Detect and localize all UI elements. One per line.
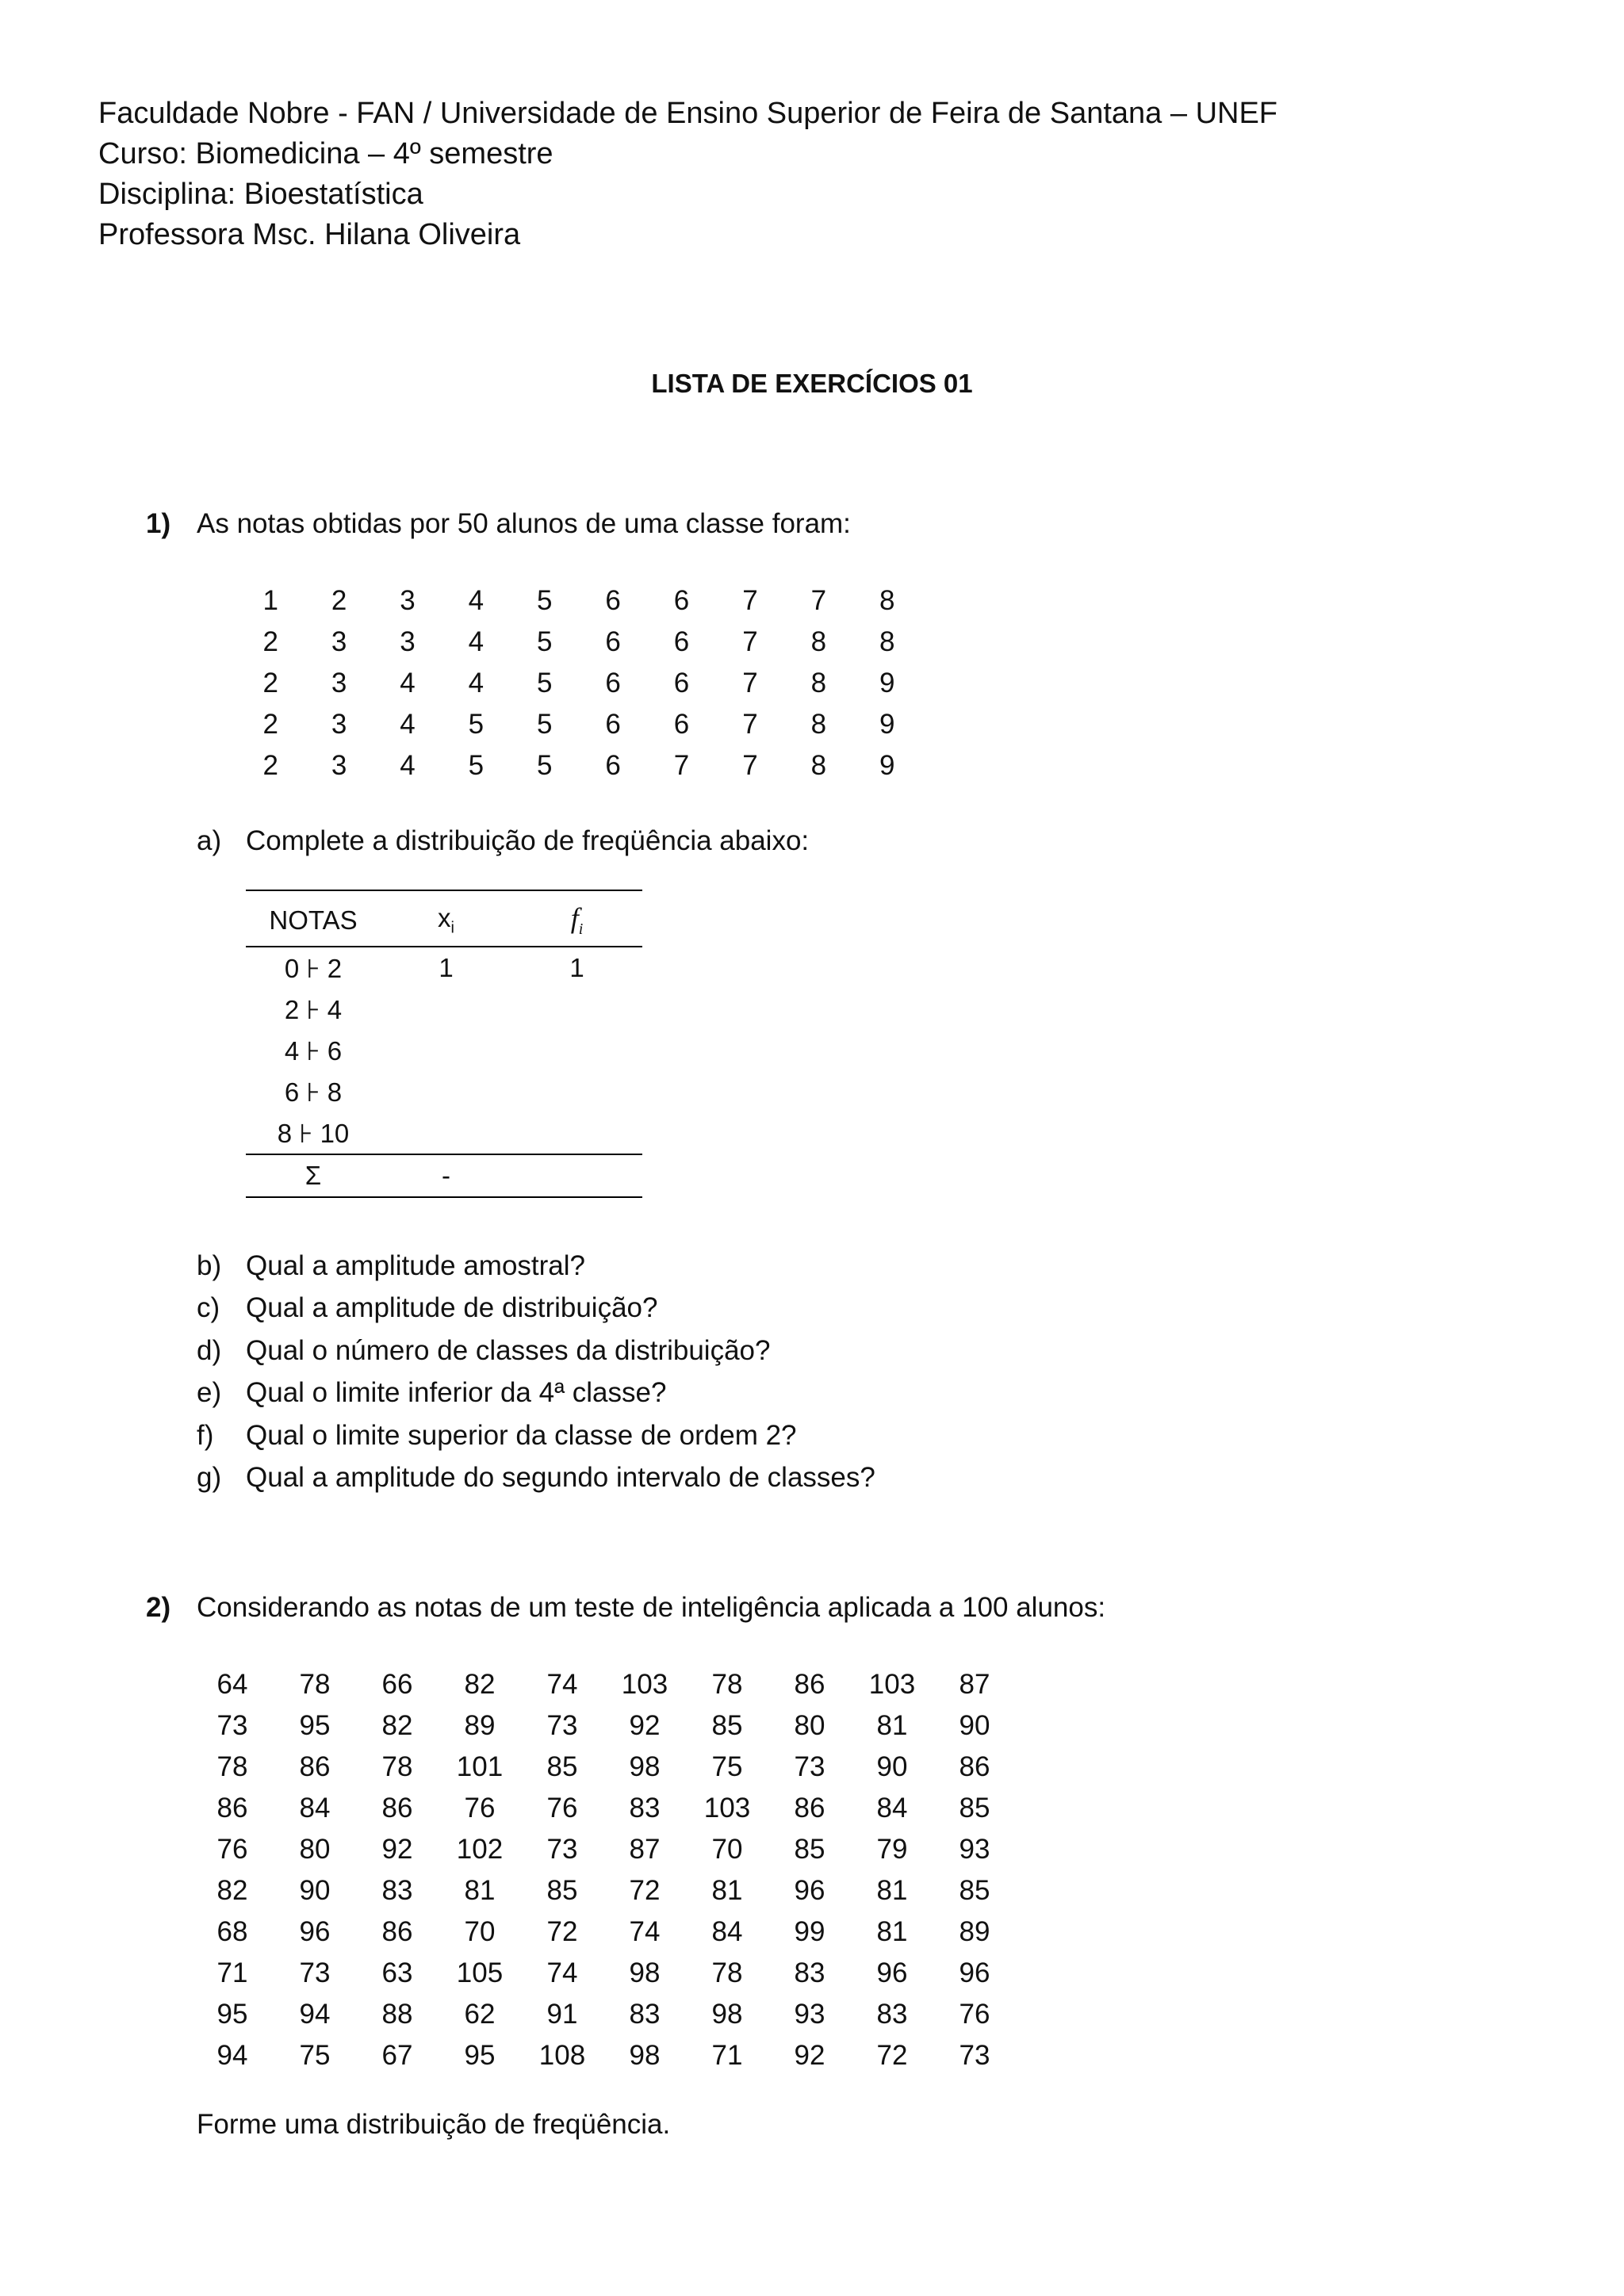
- grid-cell: 85: [546, 1875, 578, 1906]
- grid-cell: 91: [546, 1999, 578, 2030]
- question-2-instruction: Forme uma distribuição de freqüência.: [197, 2109, 671, 2140]
- header-discipline: Disciplina: Bioestatística: [98, 178, 423, 211]
- grid-cell: 85: [711, 1710, 743, 1741]
- grid-cell: 6: [673, 709, 690, 740]
- grid-cell: 103: [621, 1669, 668, 1700]
- grid-cell: 72: [629, 1875, 661, 1906]
- question-1a-text: Complete a distribuição de freqüência abaixo:: [246, 825, 810, 856]
- grid-cell: 2: [262, 626, 278, 657]
- grid-cell: 86: [381, 1793, 413, 1823]
- grid-cell: 63: [381, 1957, 413, 1988]
- grid-cell: 94: [216, 2040, 248, 2071]
- grid-cell: 84: [711, 1916, 743, 1947]
- grid-cell: 96: [959, 1957, 990, 1988]
- grid-row: [191, 1994, 1016, 2035]
- grid-cell: 72: [876, 2040, 908, 2071]
- grid-cell: 95: [216, 1999, 248, 2030]
- grid-row: [191, 1953, 1016, 1994]
- grid-cell: 96: [299, 1916, 331, 1947]
- grid-cell: 71: [711, 2040, 743, 2071]
- grid-cell: 8: [810, 668, 827, 698]
- grid-cell: 85: [959, 1793, 990, 1823]
- question-1-text: As notas obtidas por 50 alunos de uma classe foram:: [197, 508, 851, 539]
- table-row: [246, 1030, 642, 1071]
- grid-cell: 90: [299, 1875, 331, 1906]
- grid-cell: 70: [464, 1916, 496, 1947]
- question-2-data-grid: [191, 1664, 1016, 2076]
- grid-cell: 76: [216, 1834, 248, 1865]
- subquestion-label: b): [197, 1250, 222, 1281]
- grid-cell: 94: [299, 1999, 331, 2030]
- grid-cell: 7: [742, 750, 758, 781]
- col-header-fi-symbol: f: [570, 901, 579, 934]
- class-interval: 4 ⊦ 6: [284, 1035, 343, 1066]
- table-bottom-rule: [246, 1196, 642, 1198]
- grid-cell: 105: [456, 1957, 504, 1988]
- grid-cell: 76: [546, 1793, 578, 1823]
- subquestion-text: Qual o número de classes da distribuição?: [246, 1334, 771, 1366]
- subquestion-text: Qual o limite superior da classe de ordem 2?: [246, 1419, 797, 1451]
- grid-cell: 92: [794, 2040, 825, 2071]
- grid-cell: 4: [468, 668, 485, 698]
- grid-cell: 83: [629, 1999, 661, 2030]
- grid-cell: 74: [546, 1957, 578, 1988]
- grid-cell: 98: [629, 1957, 661, 1988]
- grid-cell: 4: [468, 585, 485, 616]
- question-2-number: 2): [146, 1592, 171, 1623]
- subquestion: [197, 1335, 770, 1367]
- grid-cell: 4: [400, 709, 416, 740]
- grid-cell: 3: [331, 709, 347, 740]
- grid-cell: 78: [299, 1669, 331, 1700]
- grid-cell: 83: [629, 1793, 661, 1823]
- grid-cell: 64: [216, 1669, 248, 1700]
- grid-cell: 81: [711, 1875, 743, 1906]
- question-1-number: 1): [146, 508, 171, 539]
- grid-cell: 89: [464, 1710, 496, 1741]
- page-title: LISTA DE EXERCÍCIOS 01: [651, 369, 973, 398]
- class-interval: 2 ⊦ 4: [284, 994, 343, 1024]
- class-interval: 6 ⊦ 8: [284, 1077, 343, 1107]
- grid-cell: 101: [456, 1751, 504, 1782]
- grid-cell: 85: [959, 1875, 990, 1906]
- grid-cell: 83: [876, 1999, 908, 2030]
- table-row: [246, 989, 642, 1030]
- grid-cell: 78: [711, 1669, 743, 1700]
- grid-cell: 73: [216, 1710, 248, 1741]
- subquestion-text: Qual a amplitude de distribuição?: [246, 1292, 658, 1324]
- midpoint-xi: 1: [439, 953, 454, 982]
- grid-cell: 90: [876, 1751, 908, 1782]
- grid-cell: 73: [794, 1751, 825, 1782]
- grid-cell: 73: [546, 1710, 578, 1741]
- grid-cell: 74: [546, 1669, 578, 1700]
- subquestion: [197, 1462, 875, 1494]
- question-1a: [197, 825, 809, 857]
- grid-row: [191, 1747, 1016, 1788]
- grid-cell: 98: [629, 1751, 661, 1782]
- col-header-xi-symbol: x: [438, 902, 451, 932]
- grid-cell: 86: [794, 1669, 825, 1700]
- grid-cell: 3: [331, 668, 347, 698]
- grid-cell: 85: [794, 1834, 825, 1865]
- grid-cell: 8: [810, 750, 827, 781]
- question-1a-label: a): [197, 825, 222, 856]
- grid-row: [236, 580, 921, 622]
- grid-cell: 3: [400, 626, 416, 657]
- col-header-xi-sub: i: [450, 919, 454, 937]
- table-row: [246, 1071, 642, 1112]
- grid-cell: 3: [331, 750, 347, 781]
- grid-cell: 74: [629, 1916, 661, 1947]
- grid-cell: 78: [381, 1751, 413, 1782]
- grid-cell: 93: [959, 1834, 990, 1865]
- grid-cell: 86: [794, 1793, 825, 1823]
- grid-cell: 86: [299, 1751, 331, 1782]
- grid-cell: 9: [879, 709, 895, 740]
- grid-cell: 96: [876, 1957, 908, 1988]
- grid-cell: 88: [381, 1999, 413, 2030]
- grid-cell: 5: [468, 750, 485, 781]
- grid-cell: 79: [876, 1834, 908, 1865]
- grid-row: [191, 1829, 1016, 1870]
- grid-cell: 2: [331, 585, 347, 616]
- grid-cell: 8: [879, 626, 895, 657]
- grid-cell: 82: [464, 1669, 496, 1700]
- grid-cell: 5: [468, 709, 485, 740]
- grid-row: [191, 1870, 1016, 1911]
- grid-cell: 82: [216, 1875, 248, 1906]
- grid-cell: 90: [959, 1710, 990, 1741]
- grid-row: [236, 622, 921, 663]
- grid-cell: 80: [299, 1834, 331, 1865]
- grid-cell: 95: [299, 1710, 331, 1741]
- frequency-table: [246, 890, 642, 1198]
- grid-cell: 67: [381, 2040, 413, 2071]
- grid-cell: 99: [794, 1916, 825, 1947]
- grid-cell: 92: [629, 1710, 661, 1741]
- grid-cell: 81: [876, 1710, 908, 1741]
- subquestion: [197, 1420, 797, 1452]
- table-row: [246, 1112, 642, 1154]
- grid-cell: 8: [879, 585, 895, 616]
- grid-cell: 2: [262, 750, 278, 781]
- grid-cell: 6: [673, 585, 690, 616]
- grid-row: [191, 1911, 1016, 1953]
- grid-cell: 7: [742, 585, 758, 616]
- grid-cell: 108: [538, 2040, 586, 2071]
- grid-cell: 86: [381, 1916, 413, 1947]
- grid-cell: 6: [605, 750, 621, 781]
- grid-cell: 6: [605, 626, 621, 657]
- subquestion-label: d): [197, 1334, 222, 1366]
- grid-cell: 103: [868, 1669, 916, 1700]
- grid-cell: 72: [546, 1916, 578, 1947]
- grid-cell: 96: [794, 1875, 825, 1906]
- grid-cell: 7: [673, 750, 690, 781]
- grid-cell: 9: [879, 668, 895, 698]
- grid-cell: 6: [673, 626, 690, 657]
- sum-xi: -: [442, 1161, 450, 1190]
- grid-cell: 68: [216, 1916, 248, 1947]
- grid-cell: 76: [464, 1793, 496, 1823]
- grid-cell: 66: [381, 1669, 413, 1700]
- grid-cell: 6: [605, 668, 621, 698]
- grid-cell: 7: [742, 626, 758, 657]
- grid-cell: 78: [711, 1957, 743, 1988]
- grid-row: [191, 2035, 1016, 2076]
- grid-cell: 3: [331, 626, 347, 657]
- subquestion-text: Qual a amplitude amostral?: [246, 1250, 585, 1281]
- grid-cell: 4: [400, 750, 416, 781]
- subquestion-text: Qual a amplitude do segundo intervalo de classes?: [246, 1462, 875, 1493]
- grid-cell: 103: [703, 1793, 751, 1823]
- grid-cell: 84: [876, 1793, 908, 1823]
- grid-cell: 2: [262, 668, 278, 698]
- subquestion: [197, 1292, 657, 1324]
- header-institution: Faculdade Nobre - FAN / Universidade de Ensino Superior de Feira de Santana – UNEF: [98, 97, 1278, 130]
- grid-cell: 9: [879, 750, 895, 781]
- grid-cell: 83: [381, 1875, 413, 1906]
- question-2-text: Considerando as notas de um teste de inteligência aplicada a 100 alunos:: [197, 1592, 1106, 1623]
- grid-row: [191, 1788, 1016, 1829]
- subquestion-label: c): [197, 1292, 220, 1324]
- grid-cell: 62: [464, 1999, 496, 2030]
- grid-cell: 81: [464, 1875, 496, 1906]
- grid-cell: 73: [959, 2040, 990, 2071]
- table-sum-row: [246, 1155, 642, 1196]
- grid-cell: 8: [810, 709, 827, 740]
- grid-cell: 3: [400, 585, 416, 616]
- class-interval: 0 ⊦ 2: [284, 953, 343, 983]
- table-row: [246, 947, 642, 989]
- grid-cell: 5: [537, 585, 553, 616]
- grid-cell: 71: [216, 1957, 248, 1988]
- grid-cell: 6: [605, 709, 621, 740]
- grid-cell: 80: [794, 1710, 825, 1741]
- grid-cell: 1: [262, 585, 278, 616]
- subquestion-text: Qual o limite inferior da 4ª classe?: [246, 1377, 667, 1409]
- grid-cell: 87: [959, 1669, 990, 1700]
- grid-cell: 4: [400, 668, 416, 698]
- grid-cell: 5: [537, 709, 553, 740]
- grid-cell: 98: [711, 1999, 743, 2030]
- grid-row: [191, 1664, 1016, 1705]
- subquestion-label: f): [197, 1419, 214, 1451]
- frequency-fi: 1: [569, 953, 584, 982]
- grid-cell: 76: [959, 1999, 990, 2030]
- grid-cell: 5: [537, 750, 553, 781]
- grid-cell: 78: [216, 1751, 248, 1782]
- grid-cell: 5: [537, 626, 553, 657]
- grid-cell: 73: [546, 1834, 578, 1865]
- grid-cell: 84: [299, 1793, 331, 1823]
- grid-cell: 86: [959, 1751, 990, 1782]
- grid-cell: 5: [537, 668, 553, 698]
- grid-cell: 95: [464, 2040, 496, 2071]
- grid-row: [236, 663, 921, 704]
- grid-cell: 85: [546, 1751, 578, 1782]
- grid-cell: 8: [810, 626, 827, 657]
- grid-cell: 87: [629, 1834, 661, 1865]
- col-header-notas: NOTAS: [269, 905, 358, 935]
- grid-cell: 2: [262, 709, 278, 740]
- grid-cell: 93: [794, 1999, 825, 2030]
- header-professor: Professora Msc. Hilana Oliveira: [98, 218, 521, 251]
- grid-row: [236, 704, 921, 745]
- grid-cell: 70: [711, 1834, 743, 1865]
- col-header-fi-sub: i: [578, 920, 584, 939]
- header-course: Curso: Biomedicina – 4º semestre: [98, 137, 553, 170]
- table-body: [246, 947, 642, 1154]
- header: [98, 94, 1277, 255]
- grid-cell: 92: [381, 1834, 413, 1865]
- grid-row: [236, 745, 921, 786]
- grid-cell: 98: [629, 2040, 661, 2071]
- grid-cell: 6: [605, 585, 621, 616]
- subquestion-label: g): [197, 1462, 222, 1493]
- grid-cell: 81: [876, 1875, 908, 1906]
- grid-row: [191, 1705, 1016, 1747]
- grid-cell: 7: [742, 709, 758, 740]
- grid-cell: 82: [381, 1710, 413, 1741]
- sum-label: Σ: [304, 1161, 322, 1190]
- grid-cell: 83: [794, 1957, 825, 1988]
- grid-cell: 4: [468, 626, 485, 657]
- grid-cell: 86: [216, 1793, 248, 1823]
- grid-cell: 75: [711, 1751, 743, 1782]
- grid-cell: 102: [456, 1834, 504, 1865]
- grid-cell: 81: [876, 1916, 908, 1947]
- grid-cell: 6: [673, 668, 690, 698]
- grid-cell: 7: [742, 668, 758, 698]
- grid-cell: 7: [810, 585, 827, 616]
- question-1-data-grid: [236, 580, 921, 786]
- grid-cell: 73: [299, 1957, 331, 1988]
- subquestion-label: e): [197, 1377, 222, 1409]
- subquestion: [197, 1250, 585, 1282]
- grid-cell: 89: [959, 1916, 990, 1947]
- col-header-xi: [381, 903, 511, 938]
- table-header-row: [246, 891, 642, 946]
- class-interval: 8 ⊦ 10: [277, 1118, 350, 1148]
- subquestion: [197, 1377, 666, 1409]
- grid-cell: 75: [299, 2040, 331, 2071]
- col-header-fi: [511, 901, 642, 939]
